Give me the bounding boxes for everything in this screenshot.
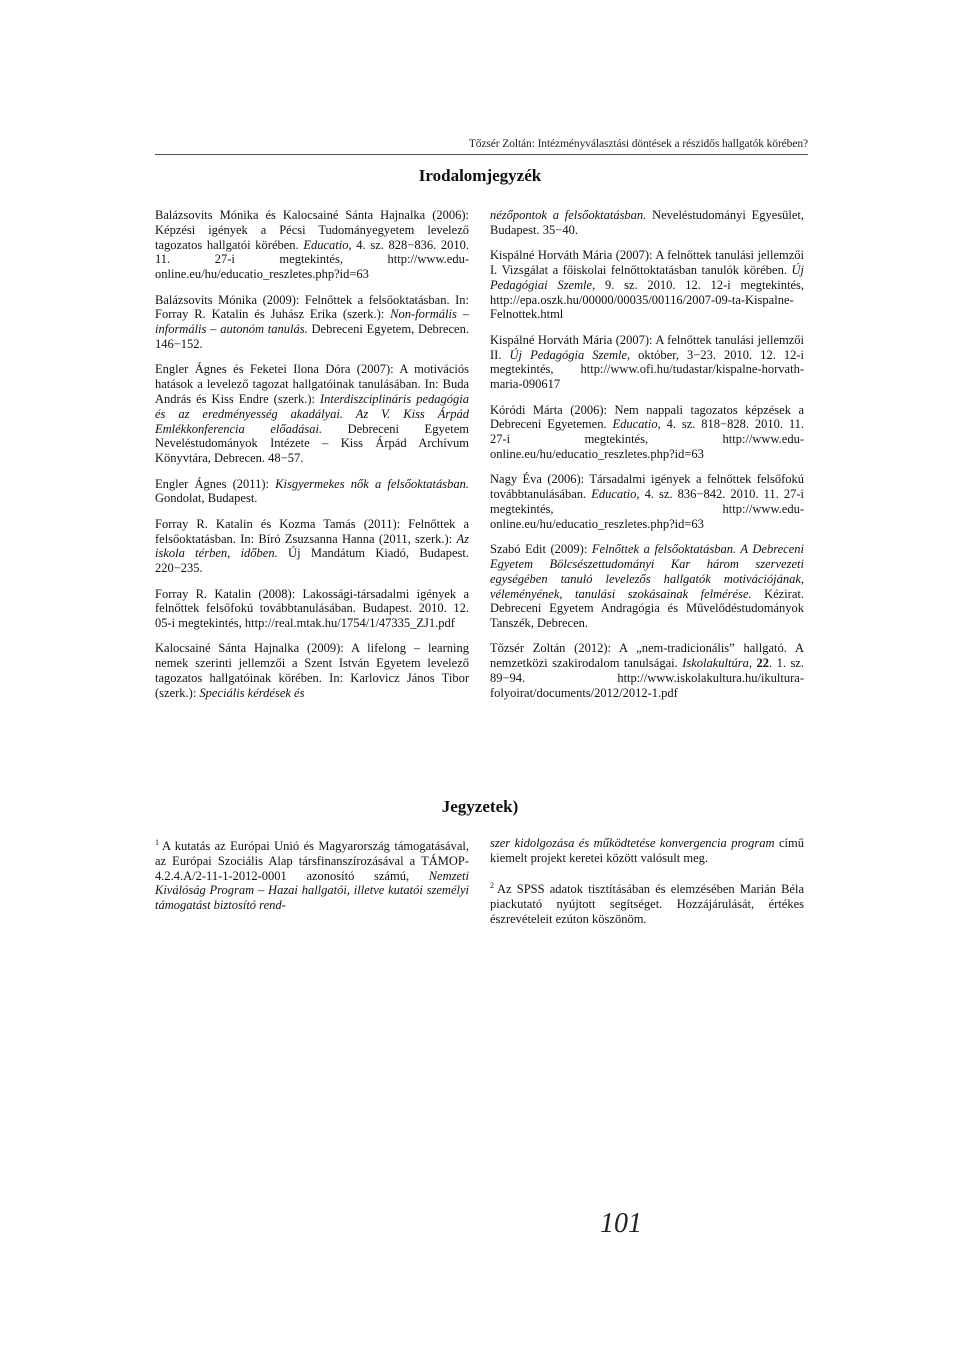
text-run: Engler Ágnes és Feketei Ilona Dóra (2007): A motivációs hatások a levelező tagozat hallgatóinak tanulásában. In: Buda András és Kiss Endre (szerk.): (155, 362, 469, 406)
italic-text: Educatio (303, 237, 349, 252)
reference-entry (155, 293, 469, 352)
text-run: Neveléstudományi Egyesület, Budapest. 35−40. (490, 208, 804, 237)
footnote-1-text-right (490, 836, 804, 865)
text-run: , 4. sz. 828−836. 2010. 11. 27-i megtekintés, http://www.edu-online.eu/hu/educatio_reszletes.php?id=63 (155, 237, 470, 282)
text-run: Kalocsainé Sánta Hajnalka (2009): A lifelong – learning nemek szerinti jellemzői a Szent István Egyetem levelező tagozatos hallgatóinak körében. In: Karlovicz János Tibor (szerk.): (155, 641, 469, 700)
text-run: Nagy Éva (2006): Társadalmi igények a felnőttek felsőfokú továbbtanulásában. (490, 472, 804, 502)
text-run: Balázsovits Mónika és Kalocsainé Sánta Hajnalka (2006): Képzési igények a Pécsi Tudományegyetem levelező tagozatos hallgatói körében. (155, 208, 469, 252)
reference-entry (490, 333, 804, 392)
text-run: Engler Ágnes (2011): (155, 476, 276, 491)
text-run: Debreceni Egyetem Neveléstudományok Intézete – Kiss Árpád Archívum Könyvtára, Debrecen. 48−57. (155, 421, 469, 466)
reference-entry (155, 587, 469, 631)
text-run: Tőzsér Zoltán (2012): A „nem-tradicionális” hallgató. A nemzetközi szakirodalom tanulságai. (490, 641, 804, 671)
text-run: Kézirat. Debreceni Egyetem Andragógia és Művelődéstudományok Tanszék, Debrecen. (490, 586, 804, 631)
reference-entry (490, 641, 804, 700)
page-number: 101 (600, 1208, 642, 1239)
bold-text: 22 (756, 656, 769, 671)
text-run: Kispálné Horváth Mária (2007): A felnőttek tanulási jellemzői I. Vizsgálat a főiskolai felnőttoktatásban tanulók körében. (490, 248, 804, 277)
bibliography-title: Irodalomjegyzék (418, 166, 542, 185)
text-run: , (748, 656, 757, 671)
text-run: Forray R. Katalin (2008): Lakossági-társadalmi igények a felnőttek felsőfokú továbbtanulásában. Budapest. 2010. 12. 05-i megtekintés, http://real.mtak.hu/1754/1/47335_ZJ1.pdf (155, 586, 469, 631)
footnote-1-right (490, 836, 804, 866)
text-run: Kispálné Horváth Mária (2007): A felnőttek tanulási jellemzői II. (490, 332, 804, 362)
text-run: , 4. sz. 836−842. 2010. 11. 27-i megtekintés, http://www.edu-online.eu/hu/educatio_reszletes.php?id=63 (490, 487, 804, 531)
reference-entry (155, 641, 469, 700)
italic-text: Non-formális – informális – autonóm tanulás. (155, 307, 469, 337)
text-run: Kóródi Márta (2006): Nem nappali tagozatos képzések a Debreceni Egyetemen. (490, 402, 804, 432)
text-run: Forray R. Katalin és Kozma Tamás (2011): Felnőttek a felsőoktatásban. In: Bíró Zsuzsanna Hanna (2011, szerk.): (155, 516, 469, 546)
running-header: Tőzsér Zoltán: Intézményválasztási döntések a részidős hallgatók körében? (468, 138, 808, 150)
italic-text: Nemzeti Kiválóság Program – Hazai hallgatói, illetve kutatói személyi támogatást biztosító rend- (155, 868, 469, 913)
italic-text: Az iskola térben, időben. (155, 531, 469, 561)
italic-text: Educatio (591, 487, 637, 502)
text-run: Balázsovits Mónika (2009): Felnőttek a felsőoktatásban. In: Forray R. Katalin és Juhász Erika (szerk.): (155, 292, 469, 322)
italic-text: Interdiszciplináris pedagógia és az eredményesség akadályai. Az V. Kiss Árpád Emlékkonferencia előadásai. (155, 391, 469, 436)
header-rule (155, 154, 808, 155)
reference-entry (490, 542, 804, 631)
footnote-2-text (490, 882, 804, 926)
bibliography-left-column (155, 208, 469, 701)
italic-text: szer kidolgozása és működtetése konvergencia program (490, 836, 775, 850)
reference-entry (155, 362, 469, 466)
text-run: Gondolat, Budapest. (155, 491, 258, 506)
footnote-2-mark: 2 (490, 881, 494, 890)
italic-text: Új Pedagógiai Szemle (490, 262, 804, 292)
reference-entry (155, 477, 469, 507)
italic-text: Felnőttek a felsőoktatásban. A Debreceni Egyetem Bölcsészettudományi Kar három szervezeti egységében tanuló levelezős hallgatók motivációjának, véleményének, tanulási szokásainak felmérése. (490, 542, 804, 601)
italic-text: Educatio (612, 417, 658, 432)
italic-text: Iskolakultúra (682, 656, 749, 671)
text-run: Debreceni Egyetem, Debrecen. 146−152. (155, 322, 469, 351)
text-run: , 9. sz. 2010. 12. 12-i megtekintés, http://epa.oszk.hu/00000/00035/00116/2007-09-ta-Kispalne-Felnottek.html (490, 277, 805, 322)
reference-entry (155, 517, 469, 576)
text-run: Szabó Edit (2009): (490, 542, 592, 557)
italic-text: Kisgyermekes nők a felsőoktatásban. (275, 476, 469, 491)
italic-text: Speciális kérdések és (199, 685, 305, 700)
text-run: . 1. sz. 89−94. http://www.iskolakultura.hu/ikultura-folyoirat/documents/2012/2012-1.pdf (490, 656, 804, 700)
footnote-1-text-left (155, 839, 469, 912)
text-run: , 4. sz. 818−828. 2010. 11. 27-i megtekintés, http://www.edu-online.eu/hu/educatio_reszletes.php?id=63 (490, 417, 804, 461)
italic-text: nézőpontok a felsőoktatásban. (490, 208, 647, 222)
footnote-1-left (155, 836, 469, 913)
bibliography-right-column (490, 208, 804, 701)
reference-entry (155, 208, 469, 282)
reference-entry (490, 208, 804, 238)
reference-entry (490, 472, 804, 531)
text-run: Új Mandátum Kiadó, Budapest. 220−235. (155, 546, 469, 576)
text-run: Az SPSS adatok tisztításában és elemzésében Marián Béla piackutató nyújtott segítséget. Hozzájárulását, értékes észrevételeit ezúton köszönöm. (490, 882, 804, 926)
reference-entry (490, 248, 804, 322)
italic-text: Új Pedagógia Szemle (509, 347, 627, 362)
footnote-2 (490, 879, 804, 926)
reference-entry (490, 403, 804, 462)
notes-title: Jegyzetek) (441, 797, 519, 816)
text-run: című kiemelt projekt keretei között valósult meg. (490, 836, 804, 865)
footnote-1-mark: 1 (155, 838, 159, 847)
text-run: A kutatás az Európai Unió és Magyarország támogatásával, az Európai Szociális Alap társfinanszírozásával a TÁMOP-4.2.4.A/2-11-1-2012-0001 azonosító számú, (155, 839, 469, 883)
text-run: , október, 3−23. 2010. 12. 12-i megtekintés, http://www.ofi.hu/tudastar/kispalne-horvath-maria-090617 (490, 347, 805, 392)
